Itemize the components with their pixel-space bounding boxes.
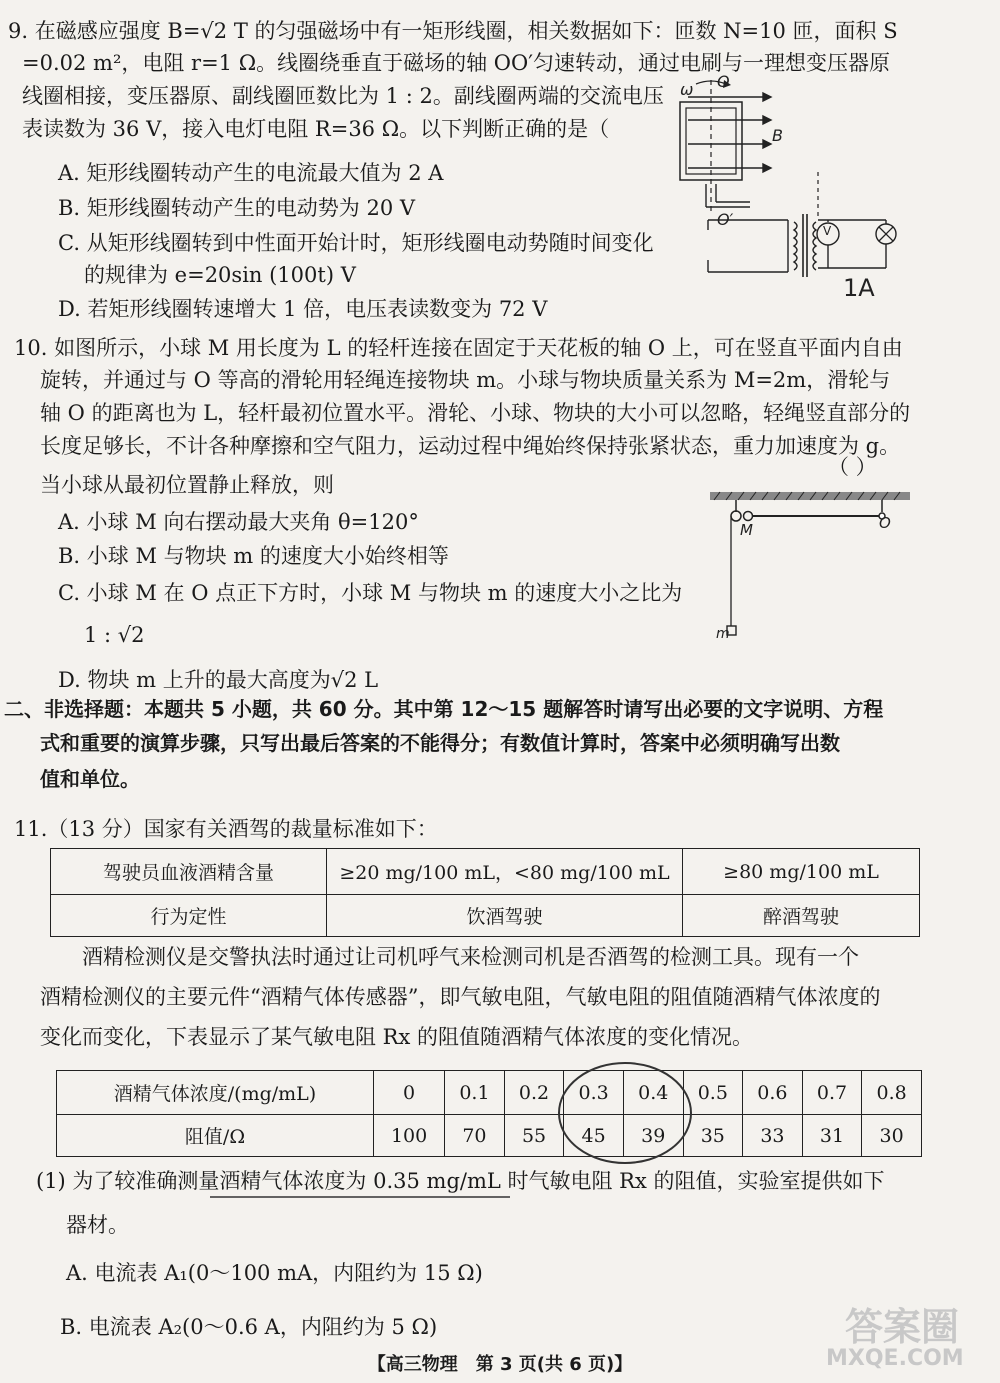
q11-standard-table-cell: ≥80 mg/100 mL	[683, 849, 920, 895]
q11-data-table-cell: 30	[862, 1115, 922, 1157]
q11-data-table-cell: 0	[374, 1071, 445, 1115]
q11-data-table-cell: 0.2	[504, 1071, 564, 1115]
q9-option-b: B. 矩形线圈转动产生的电动势为 20 V	[58, 196, 416, 220]
q11-data-table-cell: 0.6	[743, 1071, 803, 1115]
q11-sub1-line-1: (1) 为了较准确测量酒精气体浓度为 0.35 mg/mL 时气敏电阻 Rx 的阻值，实验室提供如下	[36, 1169, 885, 1193]
q11-standard-table-cell: 行为定性	[51, 895, 327, 937]
q10-stem-line-3: 轴 O 的距离也为 L，轻杆最初位置水平。滑轮、小球、物块的大小可以忽略，轻绳竖直部分的	[40, 401, 911, 425]
q11-handwritten-circle	[550, 1058, 700, 1168]
q9-option-c-line-1: C. 从矩形线圈转到中性面开始计时，矩形线圈电动势随时间变化	[58, 231, 654, 255]
q11-data-table-cell: 0.1	[445, 1071, 505, 1115]
q10-option-a: A. 小球 M 向右摆动最大夹角 θ=120°	[58, 510, 419, 534]
q10-stem-line-5: 当小球从最初位置静止释放，则	[40, 473, 334, 497]
q11-stem: 11.（13 分）国家有关酒驾的裁量标准如下：	[14, 817, 438, 841]
q9-figure-label-v: V	[823, 224, 832, 238]
section2-line-1: 二、非选择题：本题共 5 小题，共 60 分。其中第 12～15 题解答时请写出必要的文字说明、方程	[4, 697, 884, 721]
q9-option-d: D. 若矩形线圈转速增大 1 倍，电压表读数变为 72 V	[58, 297, 548, 321]
q10-figure-label-m-big: M	[740, 521, 753, 539]
q11-handwritten-underline	[210, 1194, 510, 1200]
q11-data-table-cell: 35	[683, 1115, 743, 1157]
q11-data-table-cell: 70	[445, 1115, 505, 1157]
q11-data-table-cell: 0.4	[623, 1071, 683, 1115]
q11-option-b: B. 电流表 A₂(0～0.6 A，内阻约为 5 Ω)	[60, 1315, 438, 1339]
q11-option-a: A. 电流表 A₁(0～100 mA，内阻约为 15 Ω)	[66, 1261, 483, 1285]
q9-figure-label-b: B	[772, 126, 783, 145]
section2-line-2: 式和重要的演算步骤，只写出最后答案的不能得分；有数值计算时，答案中必须明确写出数	[40, 731, 840, 755]
q10-option-c-line-1: C. 小球 M 在 O 点正下方时，小球 M 与物块 m 的速度大小之比为	[58, 581, 683, 605]
q9-figure-label-o: O	[717, 72, 730, 91]
q9-stem-line-4: 表读数为 36 V，接入电灯电阻 R=36 Ω。以下判断正确的是（	[22, 117, 610, 141]
q11-standard-table-cell: 饮酒驾驶	[327, 895, 683, 937]
q11-data-table-cell: 0.8	[862, 1071, 922, 1115]
q9-option-c-line-2: 的规律为 e=20sin (100t) V	[84, 263, 356, 287]
q11-data-table-cell: 45	[564, 1115, 624, 1157]
q11-para-line-2: 酒精检测仪的主要元件“酒精气体传感器”，即气敏电阻，气敏电阻的阻值随酒精气体浓度的	[40, 985, 881, 1009]
q11-sub1-line-2: 器材。	[66, 1213, 129, 1237]
section2-line-3: 值和单位。	[40, 767, 140, 791]
q10-stem-line-4: 长度足够长，不计各种摩擦和空气阻力，运动过程中绳始终保持张紧状态，重力加速度为 g。	[40, 434, 901, 458]
q11-data-table	[56, 1070, 922, 1157]
q11-standard-table	[50, 848, 920, 937]
q10-pulley-figure	[710, 488, 920, 648]
q11-data-table-cell: 100	[374, 1115, 445, 1157]
q11-data-table-cell: 0.3	[564, 1071, 624, 1115]
q11-data-table-header: 阻值/Ω	[57, 1115, 374, 1157]
q10-option-d: D. 物块 m 上升的最大高度为√2 L	[58, 668, 379, 692]
q11-data-table-cell: 0.5	[683, 1071, 743, 1115]
q11-data-table-cell: 55	[504, 1115, 564, 1157]
q10-option-c-line-2: 1 : √2	[84, 623, 145, 647]
q10-figure-label-m-small: m	[716, 626, 730, 642]
q9-stem-line-1: 9. 在磁感应强度 B=√2 T 的匀强磁场中有一矩形线圈，相关数据如下：匝数 N=10 匝，面积 S	[8, 19, 898, 43]
q9-circuit-figure	[668, 72, 928, 302]
q11-data-table-cell: 31	[802, 1115, 862, 1157]
q9-stem-line-3: 线圈相接，变压器原、副线圈匝数比为 1 : 2。副线圈两端的交流电压	[22, 84, 664, 108]
q11-data-table-cell: 39	[623, 1115, 683, 1157]
watermark-url: MXQE.COM	[826, 1346, 964, 1371]
q11-data-table-cell: 0.7	[802, 1071, 862, 1115]
q11-data-table-cell: 33	[743, 1115, 803, 1157]
q11-para-line-1: 酒精检测仪是交警执法时通过让司机呼气来检测司机是否酒驾的检测工具。现有一个	[82, 945, 859, 969]
q11-standard-table-cell: 驾驶员血液酒精含量	[51, 849, 327, 895]
watermark-logo: 答案圈	[845, 1305, 960, 1349]
q10-option-b: B. 小球 M 与物块 m 的速度大小始终相等	[58, 544, 449, 568]
q10-stem-line-1: 10. 如图所示，小球 M 用长度为 L 的轻杆连接在固定于天花板的轴 O 上，可在竖直平面内自由	[14, 336, 903, 360]
page-footer: 【高三物理 第 3 页(共 6 页)】	[367, 1354, 633, 1375]
q11-data-table-header: 酒精气体浓度/(mg/mL)	[57, 1071, 374, 1115]
q9-figure-omega: ω	[680, 80, 694, 99]
q11-standard-table-cell: 醉酒驾驶	[683, 895, 920, 937]
q11-para-line-3: 变化而变化，下表显示了某气敏电阻 Rx 的阻值随酒精气体浓度的变化情况。	[40, 1025, 754, 1049]
q10-figure-label-o: O	[879, 514, 891, 532]
q9-figure-label-o-prime: O′	[717, 210, 734, 229]
q9-handwritten-answer: 1A	[843, 274, 875, 302]
q10-stem-line-2: 旋转，并通过与 O 等高的滑轮用轻绳连接物块 m。小球与物块质量关系为 M=2m，滑轮与	[40, 368, 891, 392]
q11-standard-table-cell: ≥20 mg/100 mL，<80 mg/100 mL	[327, 849, 683, 895]
q9-stem-line-2: =0.02 m²，电阻 r=1 Ω。线圈绕垂直于磁场的轴 OO′匀速转动，通过电刷与一理想变压器原	[22, 51, 890, 75]
q10-answer-bracket: （ ）	[828, 455, 877, 479]
q9-option-a: A. 矩形线圈转动产生的电流最大值为 2 A	[58, 161, 444, 185]
